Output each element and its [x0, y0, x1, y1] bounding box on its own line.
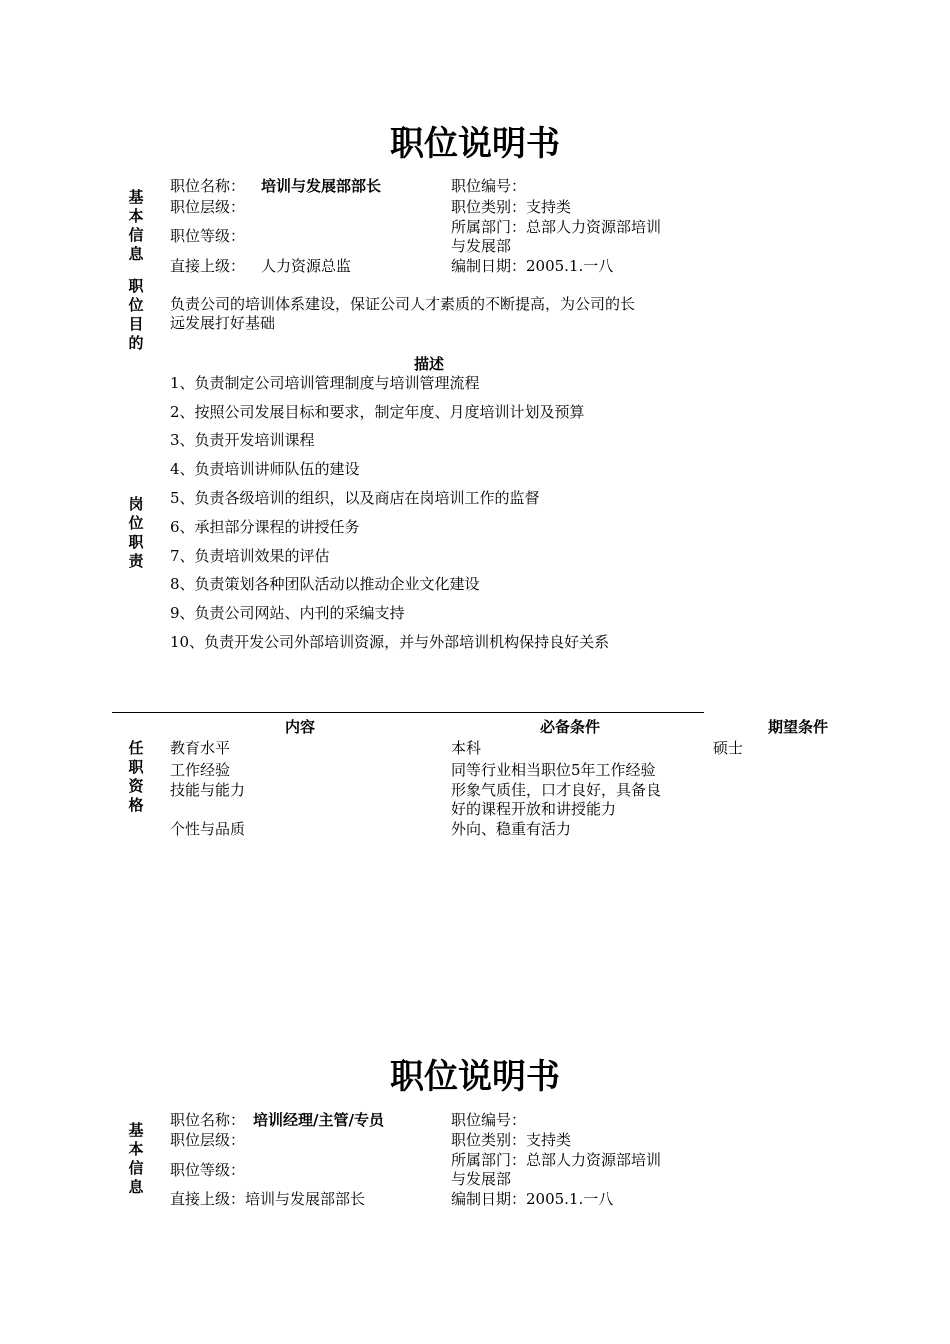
qual-expected: 硕士 — [713, 739, 744, 757]
qual-content: 个性与品质 — [170, 820, 246, 838]
compile-date: 编制日期：2005.1.一八 — [451, 257, 614, 275]
duty-item: 1、负责制定公司培训管理制度与培训管理流程 — [170, 374, 480, 392]
duty-item: 9、负责公司网站、内刊的采编支持 — [170, 604, 405, 622]
position-grade-label: 职位等级： — [170, 227, 246, 245]
position-name-label-2: 职位名称： — [170, 1111, 246, 1129]
duty-item: 5、负责各级培训的组织，以及商店在岗培训工作的监督 — [170, 489, 540, 507]
qual-required: 同等行业相当职位5年工作经验 — [451, 761, 656, 779]
duties-label: 岗位职责 — [128, 495, 144, 570]
qual-content: 工作经验 — [170, 761, 231, 779]
duty-item: 4、负责培训讲师队伍的建设 — [170, 460, 360, 478]
basic-info-label: 基本信息 — [128, 188, 144, 263]
duty-item: 10、负责开发公司外部培训资源，并与外部培训机构保持良好关系 — [170, 633, 610, 651]
purpose-line2: 远发展打好基础 — [170, 314, 276, 332]
qual-content: 教育水平 — [170, 739, 231, 757]
position-category: 职位类别：支持类 — [451, 198, 572, 216]
compile-date-2: 编制日期：2005.1.一八 — [451, 1190, 614, 1208]
supervisor-value: 人力资源总监 — [261, 257, 352, 275]
department-line2-2: 与发展部 — [451, 1170, 512, 1188]
position-name-label: 职位名称： — [170, 177, 246, 195]
duty-item: 8、负责策划各种团队活动以推动企业文化建设 — [170, 575, 480, 593]
position-number-label-2: 职位编号： — [451, 1111, 527, 1129]
table-divider — [112, 712, 704, 713]
position-number-label: 职位编号： — [451, 177, 527, 195]
position-category-2: 职位类别：支持类 — [451, 1131, 572, 1149]
purpose-line1: 负责公司的培训体系建设，保证公司人才素质的不断提高，为公司的长 — [170, 295, 636, 313]
duty-item: 3、负责开发培训课程 — [170, 431, 315, 449]
page-title-2: 职位说明书 — [390, 1057, 560, 1097]
basic-info-label-2: 基本信息 — [128, 1121, 144, 1196]
duty-item: 6、承担部分课程的讲授任务 — [170, 518, 360, 536]
qual-content: 技能与能力 — [170, 781, 246, 799]
position-grade-label-2: 职位等级： — [170, 1161, 246, 1179]
qual-required: 外向、稳重有活力 — [451, 820, 572, 838]
page-title: 职位说明书 — [390, 124, 560, 164]
description-header: 描述 — [414, 355, 445, 373]
supervisor-label: 直接上级： — [170, 257, 246, 275]
position-name-value: 培训与发展部部长 — [261, 177, 382, 195]
position-level-label: 职位层级： — [170, 198, 246, 216]
supervisor-2: 直接上级：培训与发展部部长 — [170, 1190, 366, 1208]
position-name-value-2: 培训经理/主管/专员 — [253, 1111, 384, 1129]
duty-item: 2、按照公司发展目标和要求，制定年度、月度培训计划及预算 — [170, 403, 585, 421]
department-line1: 所属部门：总部人力资源部培训 — [451, 218, 662, 236]
duty-item: 7、负责培训效果的评估 — [170, 547, 330, 565]
qual-required: 本科 — [451, 739, 482, 757]
department-line1-2: 所属部门：总部人力资源部培训 — [451, 1151, 662, 1169]
column-header-required: 必备条件 — [540, 718, 601, 736]
qual-required: 好的课程开放和讲授能力 — [451, 800, 617, 818]
department-line2: 与发展部 — [451, 237, 512, 255]
qual-required: 形象气质佳，口才良好，具备良 — [451, 781, 662, 799]
purpose-label: 职位目的 — [128, 277, 144, 352]
qualifications-label: 任职资格 — [128, 739, 144, 814]
column-header-expected: 期望条件 — [768, 718, 829, 736]
column-header-content: 内容 — [285, 718, 316, 736]
position-level-label-2: 职位层级： — [170, 1131, 246, 1149]
